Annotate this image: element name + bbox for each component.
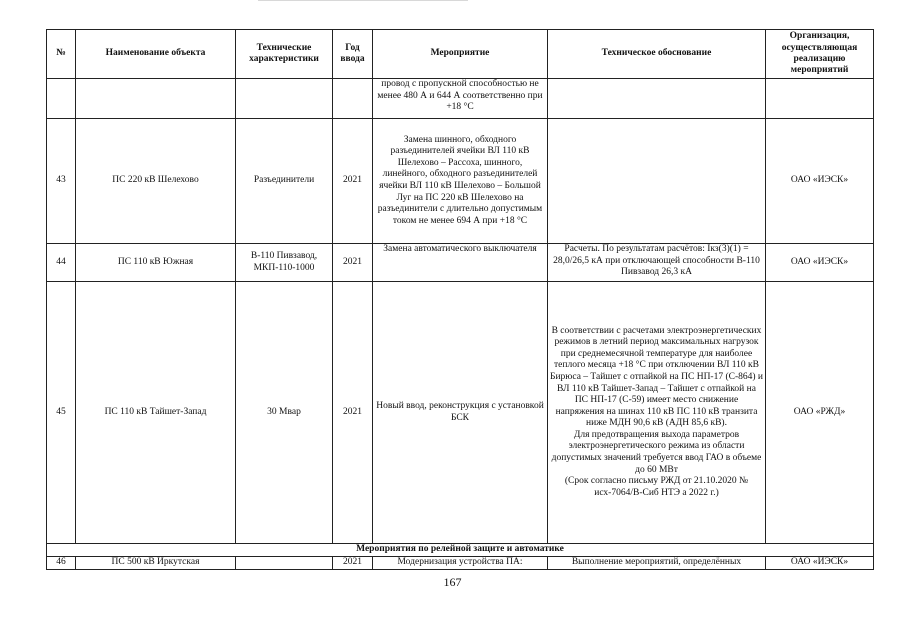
cell-year: 2021 xyxy=(333,282,373,544)
cell-tech: 30 Мвар xyxy=(236,282,333,544)
cell-name: ПС 500 кВ Иркутская xyxy=(76,556,236,569)
cell-org: ОАО «ИЭСК» xyxy=(766,119,874,244)
page-number: 167 xyxy=(443,575,462,589)
section-row xyxy=(47,544,874,557)
table-row xyxy=(47,119,874,244)
cell-org: ОАО «ИЭСК» xyxy=(766,244,874,282)
scan-artifact-line xyxy=(258,0,468,1)
cell-org: ОАО «РЖД» xyxy=(766,282,874,544)
cell-num: 43 xyxy=(47,119,76,244)
cell-tech: Разъединители xyxy=(236,119,333,244)
cell-name: ПС 220 кВ Шелехово xyxy=(76,119,236,244)
cell-name: ПС 110 кВ Южная xyxy=(76,244,236,282)
cell-measure: Новый ввод, реконструкция с установкой БСК xyxy=(373,282,548,544)
cell-justification xyxy=(548,119,766,244)
header-num: № xyxy=(47,30,76,79)
cell-num: 46 xyxy=(47,556,76,569)
section-title: Мероприятия по релейной защите и автоматике xyxy=(47,544,874,557)
cell-tech xyxy=(236,556,333,569)
cell-justification: Выполнение мероприятий, определённых xyxy=(548,556,766,569)
cell-measure: Замена автоматического выключателя xyxy=(373,244,548,282)
table-row xyxy=(47,282,874,544)
cell-year: 2021 xyxy=(333,244,373,282)
cell-num: 44 xyxy=(47,244,76,282)
cell-tech: В-110 Пивзавод, МКП-110-1000 xyxy=(236,244,333,282)
cell-year: 2021 xyxy=(333,556,373,569)
cell-org: ОАО «ИЭСК» xyxy=(766,556,874,569)
cell-measure: Модернизация устройства ПА: xyxy=(373,556,548,569)
header-year: Год ввода xyxy=(333,30,373,79)
header-org: Организация, осуществляющая реализацию мероприятий xyxy=(766,30,874,79)
cell-name: ПС 110 кВ Тайшет-Запад xyxy=(76,282,236,544)
cell-num: 45 xyxy=(47,282,76,544)
table-row xyxy=(47,556,874,569)
header-measure: Мероприятие xyxy=(373,30,548,79)
table-row-continuation xyxy=(47,79,874,119)
table-row xyxy=(47,244,874,282)
header-name: Наименование объекта xyxy=(76,30,236,79)
cell-justification: Расчеты. По результатам расчётов: Iкз(3)(1) = 28,0/26,5 кА при отключающей способности В-110 Пивзавод 26,3 кА xyxy=(548,244,766,282)
cell-year: 2021 xyxy=(333,119,373,244)
cell-measure: провод с пропускной способностью не менее 480 А и 644 А соответственно при +18 °С xyxy=(373,79,548,119)
table-header-row xyxy=(47,30,874,79)
cell-measure: Замена шинного, обходного разъединителей ячейки ВЛ 110 кВ Шелехово – Рассоха, шинного, линейного, обходного разъединителей ячейки ВЛ 110 кВ Шелехово – Большой Луг на ПС 220 кВ Шелехово на разъединители с длительно допустимым током не менее 694 А при +18 °С xyxy=(373,119,548,244)
header-tech: Технические характеристики xyxy=(236,30,333,79)
header-justification: Техническое обоснование xyxy=(548,30,766,79)
measures-table xyxy=(46,29,874,570)
cell-justification: В соответствии с расчетами электроэнергетических режимов в летний период максимальных нагрузок при среднемесячной температуре для наиболее теплого месяца +18 °С при отключении ВЛ 110 кВ Бирюса – Тайшет с отпайкой на ПС НП-17 (С-864) и ВЛ 110 кВ Тайшет-Запад – Тайшет с отпайкой на ПС НП-17 (С-59) имеет место снижение напряжения на шинах 110 кВ ПС 110 кВ транзита ниже МДН 90,6 кВ (АДН 85,6 кВ). Для предотвращения выхода параметров электроэнергетического режима из области допустимых значений требуется ввод ГАО в объеме до 60 МВт (Срок согласно письму РЖД от 21.10.2020 № исх-7064/В-Сиб НТЭ а 2022 г.) xyxy=(548,282,766,544)
